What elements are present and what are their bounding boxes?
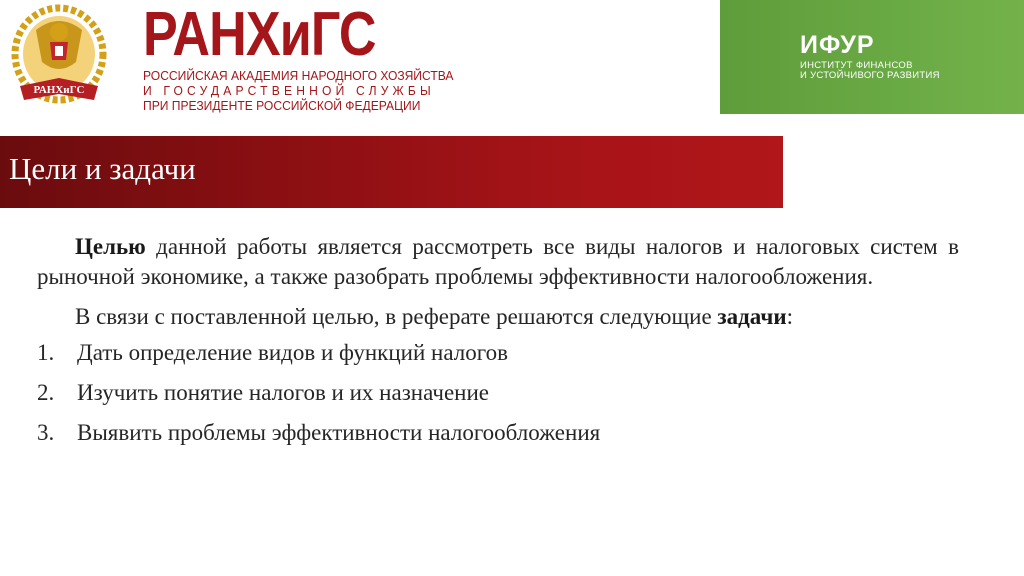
list-item-text: Дать определение видов и функций налогов (77, 340, 508, 365)
tasks-label: задачи (717, 304, 787, 329)
brand-line-1: РОССИЙСКАЯ АКАДЕМИЯ НАРОДНОГО ХОЗЯЙСТВА (143, 68, 454, 83)
list-item (37, 338, 959, 368)
tasks-intro-text: В связи с поставленной целью, в реферате решаются следующие (75, 304, 718, 329)
goal-label: Целью (75, 234, 146, 259)
tasks-list (37, 338, 959, 448)
list-item (37, 418, 959, 448)
goal-text: данной работы является рассмотреть все виды налогов и налоговых систем в рыночной экономике, а также разобрать проблемы эффективности налогообложения. (37, 234, 959, 289)
brand-title: РАНХиГС (143, 0, 376, 69)
list-item-number: 1. (37, 340, 55, 365)
list-item-number: 3. (37, 420, 55, 445)
ranepa-emblem (6, 2, 112, 114)
list-item-text: Изучить понятие налогов и их назначение (77, 380, 489, 405)
ifur-title: ИФУР (800, 31, 875, 59)
slide-content (37, 232, 959, 458)
ifur-subtitle (800, 61, 940, 81)
tasks-colon: : (786, 304, 793, 329)
brand-line-3: ПРИ ПРЕЗИДЕНТЕ РОССИЙСКОЙ ФЕДЕРАЦИИ (143, 98, 421, 113)
tasks-intro (37, 302, 959, 332)
slide-title-banner (0, 136, 783, 208)
list-item-text: Выявить проблемы эффективности налогообложения (77, 420, 601, 445)
list-item-number: 2. (37, 380, 55, 405)
ifur-line-1: ИНСТИТУТ ФИНАНСОВ (800, 60, 913, 71)
emblem-ribbon-text: РАНХиГС (33, 84, 85, 96)
slide-title: Цели и задачи (9, 151, 196, 186)
ifur-logo-block (720, 0, 1024, 114)
brand-line-2: И ГОСУДАРСТВЕННОЙ СЛУЖБЫ (143, 83, 435, 98)
goal-paragraph (37, 232, 959, 292)
ranepa-brand (143, 0, 483, 113)
ifur-line-2: И УСТОЙЧИВОГО РАЗВИТИЯ (800, 70, 940, 81)
list-item (37, 378, 959, 408)
